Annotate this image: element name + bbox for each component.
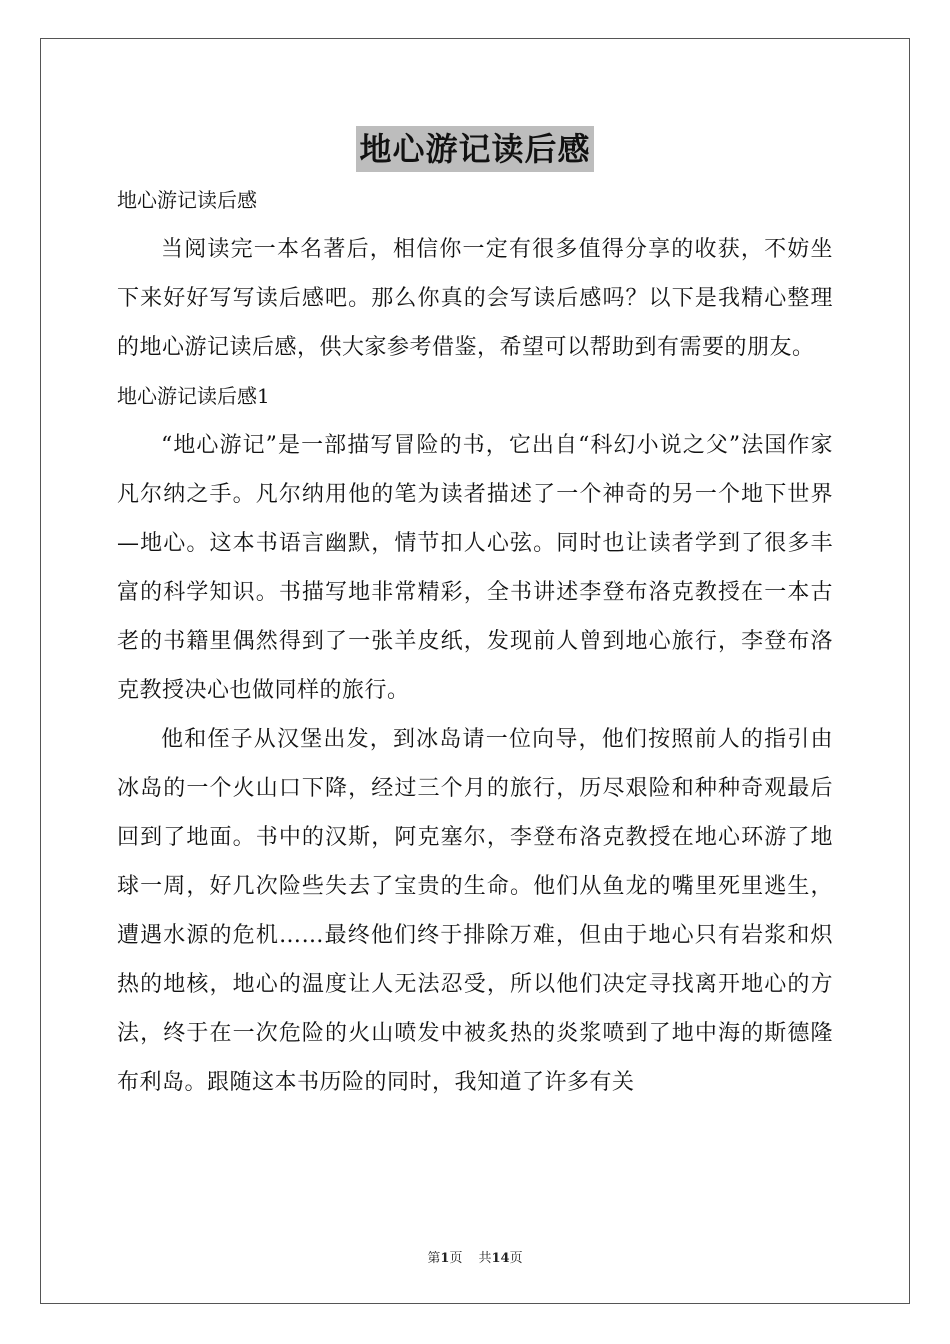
body-paragraph-2: 他和侄子从汉堡出发，到冰岛请一位向导，他们按照前人的指引由冰岛的一个火山口下降，经过三个月的旅行，历尽艰险和种种奇观最后回到了地面。书中的汉斯，阿克塞尔，李登布洛克教授在地心环游了地球一周，好几次险些失去了宝贵的生命。他们从鱼龙的嘴里死里逃生，遭遇水源的危机……最终他们终于排除万难，但由于地心只有岩浆和炽热的地核，地心的温度让人无法忍受，所以他们决定寻找离开地心的方法，终于在一次危险的火山喷发中被炙热的炎浆喷到了地中海的斯德隆布利岛。跟随这本书历险的同时，我知道了许多有关 (117, 727, 833, 1095)
total-pages: 14 (491, 1251, 510, 1266)
page-number: 1 (440, 1251, 450, 1266)
section-heading-1: 地心游记读后感1 (117, 384, 270, 408)
section-heading: 地心游记读后感 (117, 188, 257, 212)
page-prefix: 第 (427, 1251, 441, 1266)
document-title: 地心游记读后感 (356, 126, 593, 172)
intro-paragraph: 当阅读完一本名著后，相信你一定有很多值得分享的收获，不妨坐下来好好写写读后感吧。那么你真的会写读后感吗？以下是我精心整理的地心游记读后感，供大家参考借鉴，希望可以帮助到有需要的朋友。 (117, 237, 833, 360)
document-title-container (0, 126, 950, 172)
total-prefix: 共 (478, 1251, 492, 1266)
body-paragraph-1: “地心游记”是一部描写冒险的书，它出自“科幻小说之父”法国作家凡尔纳之手。凡尔纳用他的笔为读者描述了一个神奇的另一个地下世界—地心。这本书语言幽默，情节扣人心弦。同时也让读者学到了很多丰富的科学知识。书描写地非常精彩，全书讲述李登布洛克教授在一本古老的书籍里偶然得到了一张羊皮纸，发现前人曾到地心旅行，李登布洛克教授决心也做同样的旅行。 (117, 433, 833, 703)
page-suffix: 页 (449, 1251, 463, 1266)
page-footer (0, 1247, 950, 1266)
total-suffix: 页 (509, 1251, 523, 1266)
document-body (117, 176, 833, 1107)
